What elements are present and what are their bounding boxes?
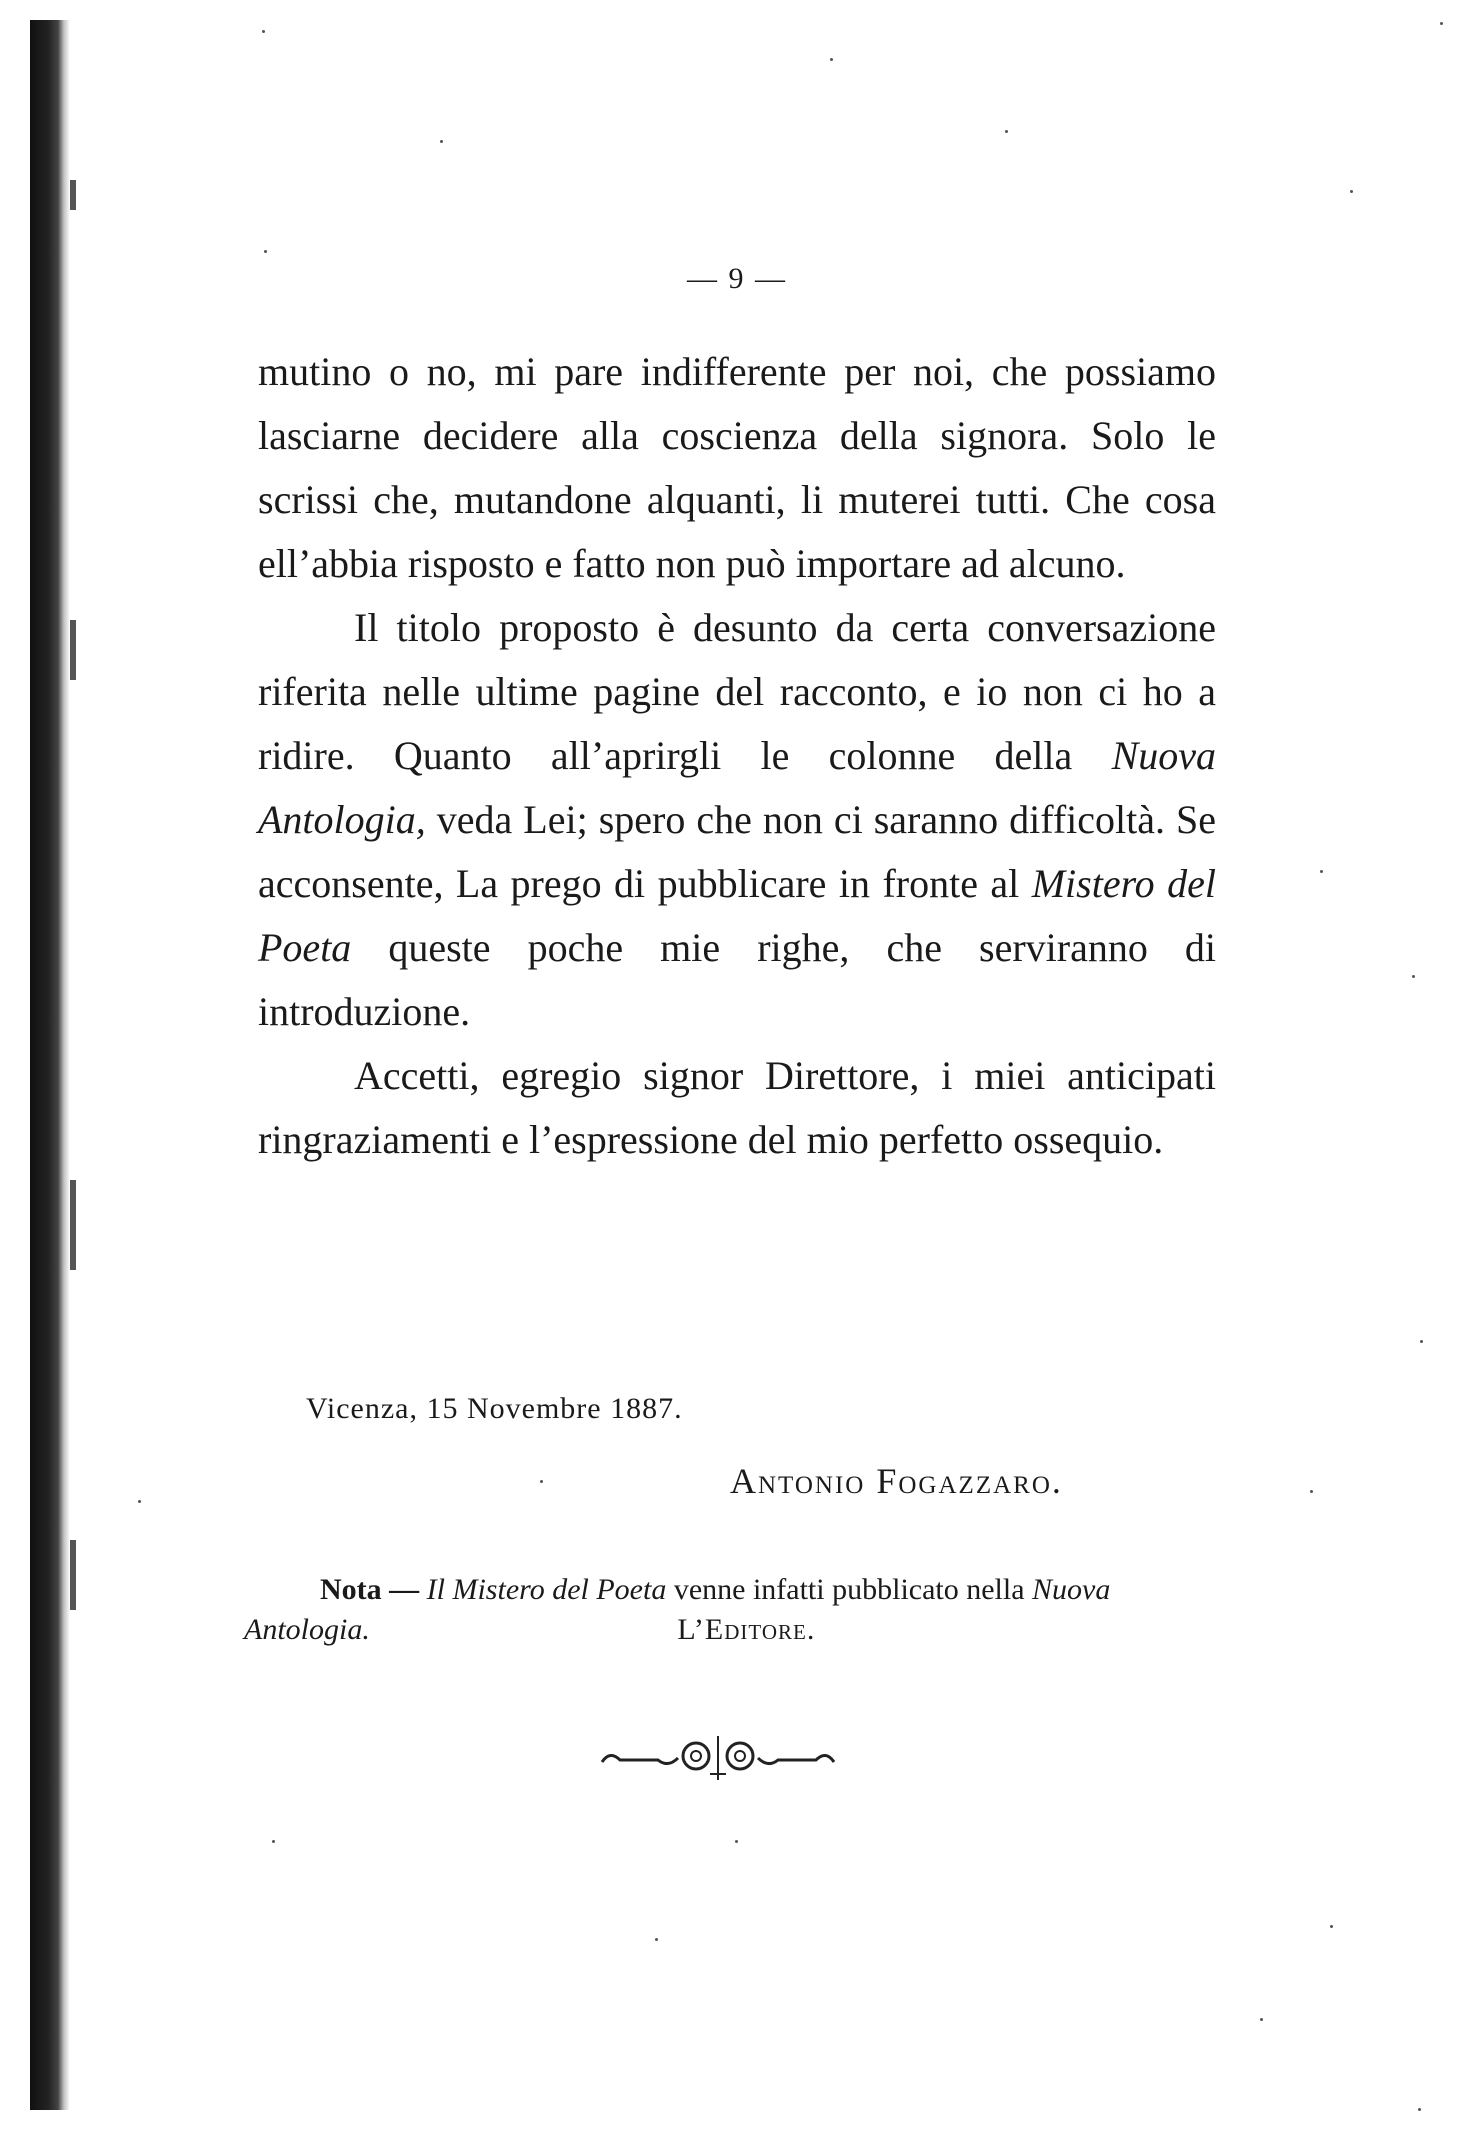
scan-speck — [264, 250, 267, 253]
work-title: Mistero del Poeta — [258, 861, 1216, 970]
scan-speck — [262, 30, 265, 33]
scan-speck — [735, 1840, 738, 1843]
binding-speck — [70, 1180, 76, 1270]
scan-speck — [440, 140, 443, 143]
editor-note — [244, 1570, 1190, 1650]
scan-speck — [1350, 190, 1353, 193]
scan-speck — [830, 58, 833, 61]
note-text: venne infatti pubblicato nella — [666, 1573, 1033, 1606]
scan-speck — [272, 1840, 275, 1843]
note-line — [244, 1570, 1190, 1650]
note-journal: Nuova Antologia. — [244, 1573, 1111, 1646]
scan-speck — [1330, 1925, 1333, 1928]
scan-speck — [1412, 975, 1415, 978]
scroll-ornament-icon — [598, 1728, 838, 1788]
signature: Antonio Fogazzaro. — [730, 1461, 1063, 1501]
note-editor: L’Editore. — [677, 1613, 816, 1646]
paragraph-text: Il titolo proposto è desunto da certa conversazione riferita nelle ultime pagine del racconto, e io non ci ho a ridire. Quanto all’aprirgli le colonne della — [258, 605, 1216, 778]
note-label: Nota — — [320, 1573, 420, 1606]
note-work-title: Il Mistero del Poeta — [426, 1573, 667, 1606]
page-number: — 9 — — [687, 262, 787, 295]
binding-speck — [70, 1540, 76, 1610]
scan-speck — [1418, 2108, 1421, 2111]
paragraph — [258, 596, 1216, 1044]
paragraph: mutino o no, mi pare indifferente per noi, che possiamo lasciarne decidere alla coscienza della signora. Solo le scrissi che, mutandone alquanti, li muterei tutti. Che cosa ell’abbia risposto e fatto non può importare ad alcuno. — [258, 349, 1216, 586]
scan-speck — [540, 1480, 543, 1483]
scan-speck — [1260, 2018, 1263, 2021]
scan-speck — [1005, 130, 1008, 133]
scan-speck — [1310, 1490, 1313, 1493]
journal-title: Nuova Antologia, — [258, 733, 1216, 842]
binding-edge — [30, 20, 70, 2110]
paragraph-text: veda Lei; spero che non ci saranno difficoltà. Se acconsente, La prego di pubblicare in fronte al — [258, 797, 1216, 906]
scan-speck — [1440, 22, 1443, 25]
paragraph-text: queste poche mie righe, che serviranno di introduzione. — [258, 925, 1216, 1034]
binding-speck — [70, 620, 76, 680]
dateline: Vicenza, 15 Novembre 1887. — [306, 1392, 683, 1425]
binding-speck — [70, 180, 76, 210]
scan-speck — [655, 1938, 658, 1941]
paragraph: Accetti, egregio signor Direttore, i miei anticipati ringraziamenti e l’espressione del mio perfetto ossequio. — [258, 1053, 1216, 1162]
letter-body — [258, 340, 1216, 1172]
scan-speck — [138, 1500, 141, 1503]
scan-speck — [1320, 870, 1323, 873]
scan-speck — [1420, 1340, 1423, 1343]
